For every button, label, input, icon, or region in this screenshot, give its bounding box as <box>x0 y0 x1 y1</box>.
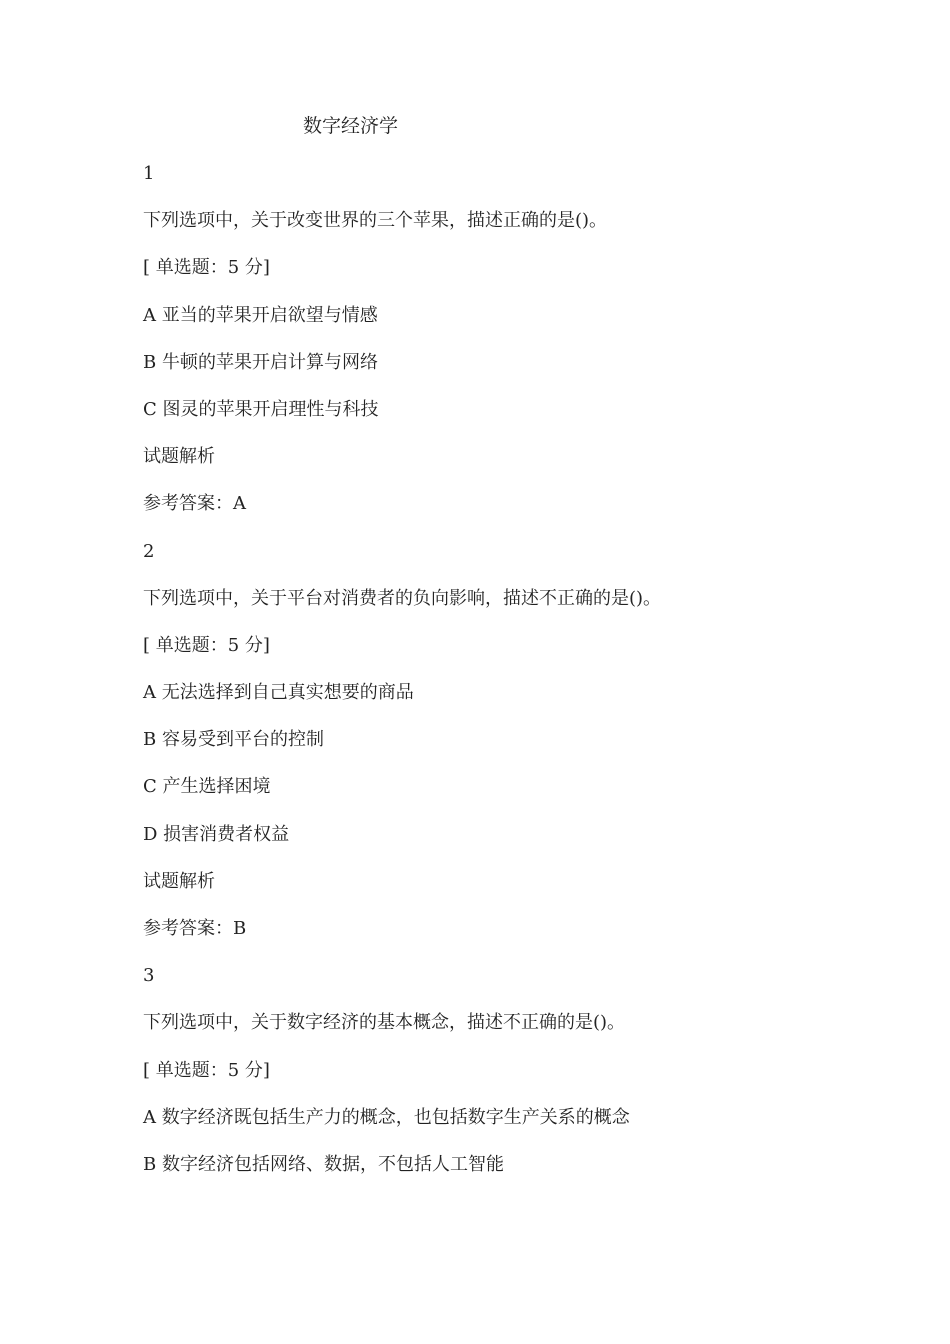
question-text: 下列选项中，关于数字经济的基本概念，描述不正确的是()。 <box>143 1012 626 1034</box>
answer-text: 参考答案：B <box>143 918 247 939</box>
option-b: B 容易受到平台的控制 <box>143 729 324 751</box>
option-c: C 产生选择困境 <box>143 776 271 798</box>
question-type: [ 单选题：5 分] <box>143 257 270 279</box>
analysis-label: 试题解析 <box>143 870 215 892</box>
option-c: C 图灵的苹果开启理性与科技 <box>143 398 379 420</box>
answer-text: 参考答案：A <box>143 493 246 515</box>
question-text: 下列选项中，关于改变世界的三个苹果，描述正确的是()。 <box>143 210 608 232</box>
question-text: 下列选项中，关于平台对消费者的负向影响，描述不正确的是()。 <box>143 587 662 609</box>
document-title: 数字经济学 <box>303 115 399 137</box>
question-type: [ 单选题：5 分] <box>143 634 270 656</box>
option-a: A 数字经济既包括生产力的概念，也包括数字生产关系的概念 <box>143 1106 630 1128</box>
option-d: D 损害消费者权益 <box>143 823 290 845</box>
question-number: 2 <box>143 540 155 562</box>
question-number: 1 <box>143 163 155 184</box>
question-type: [ 单选题：5 分] <box>143 1059 270 1081</box>
analysis-label: 试题解析 <box>143 446 215 468</box>
question-number: 3 <box>143 965 155 987</box>
option-b: B 数字经济包括网络、数据，不包括人工智能 <box>143 1153 504 1175</box>
option-a: A 亚当的苹果开启欲望与情感 <box>143 304 378 326</box>
question-list <box>143 160 903 1198</box>
option-a: A 无法选择到自己真实想要的商品 <box>143 682 414 704</box>
option-b: B 牛顿的苹果开启计算与网络 <box>143 351 378 373</box>
